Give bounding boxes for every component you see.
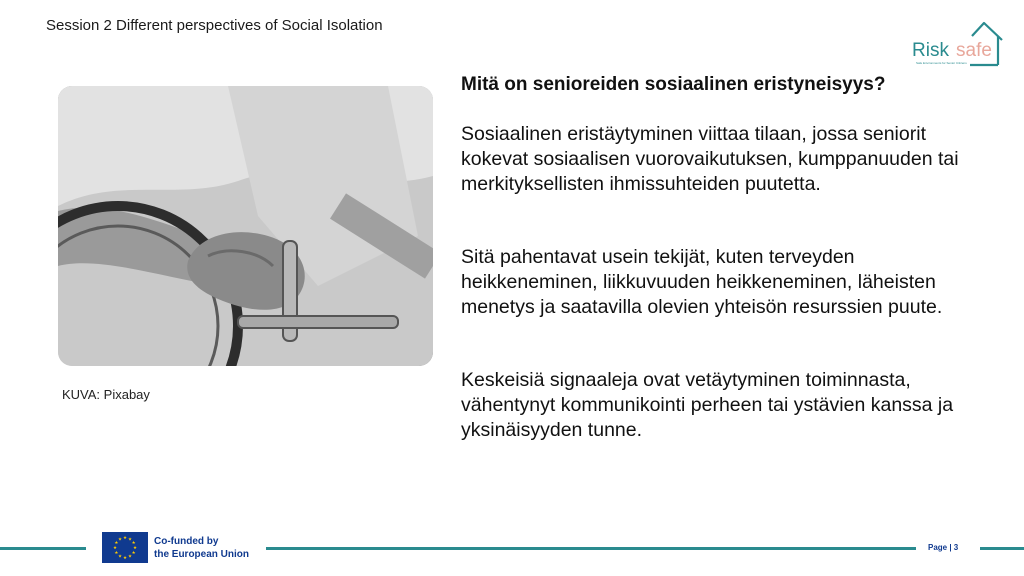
eu-star-icon: ★: [122, 555, 128, 560]
paragraph-1: Sosiaalinen eristäytyminen viittaa tilaan, jossa seniorit kokevat sosiaalisen vuorovaikutuksen, kumppanuuden tai merkityksellisten ihmissuhteiden puutetta.: [461, 123, 959, 195]
risksafe-logo: [910, 18, 1010, 70]
page-number: Page | 3: [928, 543, 959, 552]
image-caption: KUVA: Pixabay: [62, 387, 150, 402]
wheelchair-photo: [58, 86, 433, 366]
eu-flag-icon: [102, 532, 148, 563]
logo-text-safe: safe: [956, 40, 992, 61]
eu-star-icon: ★: [112, 545, 118, 550]
eu-star-icon: ★: [114, 540, 119, 545]
eu-star-icon: ★: [132, 545, 138, 550]
eu-star-icon: ★: [117, 536, 123, 542]
footer-line-right: [980, 547, 1024, 550]
footer-line-middle: [266, 547, 916, 550]
eu-star-icon: ★: [127, 553, 133, 559]
eu-star-icon: ★: [122, 535, 128, 540]
eu-star-icon: ★: [117, 553, 123, 559]
eu-line-1: Co-funded by: [154, 536, 219, 547]
logo-text-risk: Risk: [912, 40, 949, 61]
footer-line-left: [0, 547, 86, 550]
eu-line-2: the European Union: [154, 549, 249, 560]
logo-tagline: Safe Environments for Senior Citizens: [916, 61, 967, 65]
eu-star-icon: ★: [131, 540, 136, 545]
eu-star-icon: ★: [127, 536, 133, 542]
paragraph-3: Keskeisiä signaaleja ovat vetäytyminen toiminnasta, vähentynyt kommunikointi perheen tai ystävien kanssa ja yksinäisyyden tunne.: [461, 369, 954, 441]
paragraph-2: Sitä pahentavat usein tekijät, kuten terveyden heikkeneminen, liikkuvuuden heikkeneminen, läheisten menetys ja saatavilla olevien yhteisön resurssien puute.: [461, 246, 943, 318]
session-title: Session 2 Different perspectives of Social Isolation: [46, 17, 383, 34]
page-heading: Mitä on senioreiden sosiaalinen eristyneisyys?: [461, 74, 886, 95]
eu-star-icon: ★: [131, 550, 136, 555]
eu-cofunded-text: [154, 535, 264, 561]
eu-star-icon: ★: [114, 550, 119, 555]
